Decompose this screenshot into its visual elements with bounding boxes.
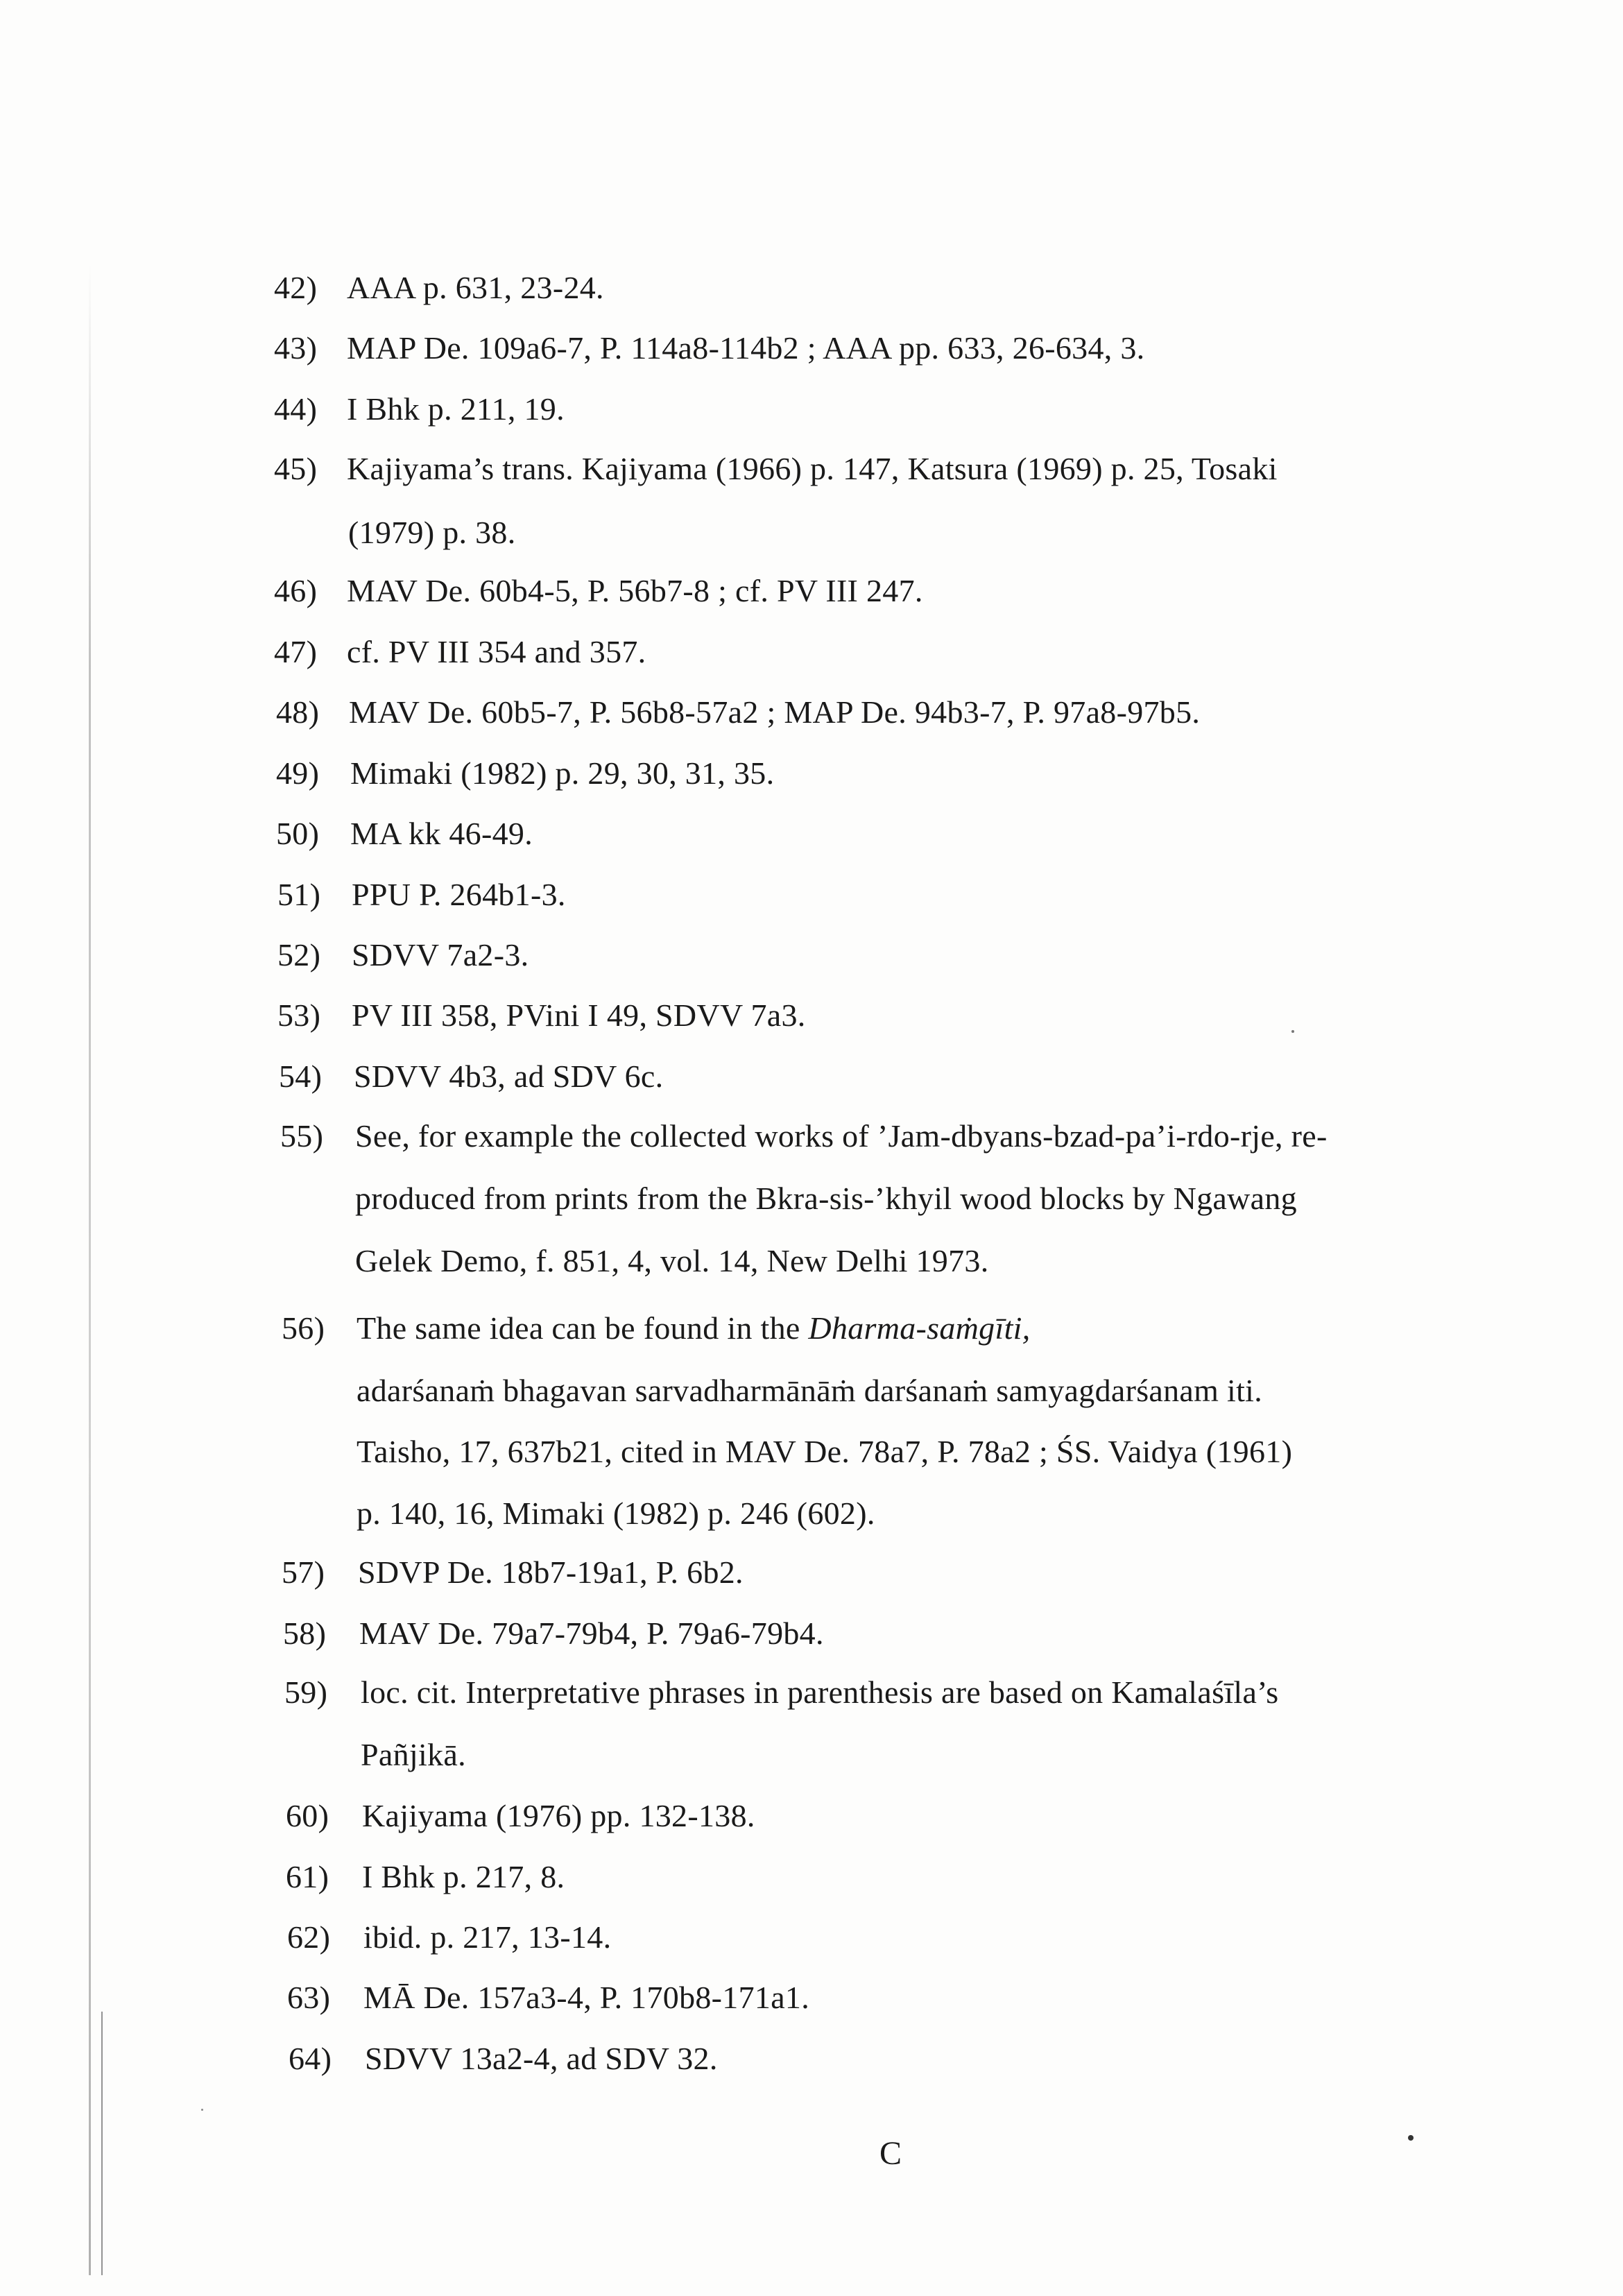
note-text: SDVV 7a2-3.: [352, 937, 529, 973]
note-number: 50): [276, 816, 320, 851]
note-text: See, for example the collected works of ’Jam-dbyans-bzad-pa’i-rdo-rje, re-: [355, 1118, 1328, 1154]
scan-speck: [1291, 1030, 1294, 1033]
scan-speck: [1408, 2135, 1414, 2141]
note-56-continuation: adarśanaṁ bhagavan sarvadharmānāṁ darśanaṁ samyagdarśanam iti.: [357, 1373, 1263, 1408]
note-text: SDVV 13a2-4, ad SDV 32.: [365, 2041, 718, 2076]
note-number: 58): [283, 1616, 327, 1651]
note-number: 42): [274, 270, 318, 305]
note-number: 64): [289, 2041, 332, 2076]
scan-speck: [201, 2109, 203, 2111]
page-mark: C: [879, 2135, 902, 2172]
note-number: 54): [279, 1059, 323, 1094]
note-text: AAA p. 631, 23-24.: [347, 270, 604, 305]
note-number: 48): [276, 694, 320, 730]
note-text: cf. PV III 354 and 357.: [347, 634, 646, 669]
note-text: Kajiyama (1976) pp. 132-138.: [362, 1798, 755, 1833]
note-text: MAP De. 109a6-7, P. 114a8-114b2 ; AAA pp. 633, 26-634, 3.: [347, 330, 1145, 366]
note-text: MĀ De. 157a3-4, P. 170b8-171a1.: [363, 1980, 810, 2015]
note-number: 63): [287, 1980, 331, 2015]
note-text: [357, 1308, 1031, 1349]
note-number: 44): [274, 391, 318, 427]
dharma-samgiti-title: Dharma-saṁgīti,: [808, 1310, 1031, 1346]
note-number: 49): [276, 755, 320, 791]
note-number: 43): [274, 330, 318, 366]
note-55-continuation: Gelek Demo, f. 851, 4, vol. 14, New Delhi 1973.: [355, 1243, 989, 1278]
note-number: 59): [284, 1674, 328, 1710]
note-number: 47): [274, 634, 318, 669]
note-text: ibid. p. 217, 13-14.: [363, 1919, 612, 1955]
note-number: 60): [286, 1798, 329, 1833]
note-number: 46): [274, 573, 318, 608]
note-text: I Bhk p. 217, 8.: [362, 1859, 565, 1894]
note-text: SDVV 4b3, ad SDV 6c.: [354, 1059, 664, 1094]
note-text: SDVP De. 18b7-19a1, P. 6b2.: [358, 1554, 744, 1590]
note-number: 61): [286, 1859, 329, 1894]
note-number: 51): [277, 877, 321, 912]
note-number: 55): [280, 1118, 324, 1154]
note-number: 62): [287, 1919, 331, 1955]
note-text: Kajiyama’s trans. Kajiyama (1966) p. 147, Katsura (1969) p. 25, Tosaki: [347, 451, 1278, 486]
note-text: Mimaki (1982) p. 29, 30, 31, 35.: [350, 755, 775, 791]
note-59-continuation: Pañjikā.: [361, 1737, 466, 1772]
note-45-continuation: (1979) p. 38.: [348, 515, 516, 550]
note-number: 45): [274, 451, 318, 486]
note-56-continuation: p. 140, 16, Mimaki (1982) p. 246 (602).: [357, 1496, 875, 1531]
note-text: PPU P. 264b1-3.: [352, 877, 566, 912]
note-number: 57): [282, 1554, 325, 1590]
note-text: PV III 358, PVini I 49, SDVV 7a3.: [352, 997, 806, 1033]
note-text: MAV De. 79a7-79b4, P. 79a6-79b4.: [359, 1616, 824, 1651]
note-number: 56): [282, 1310, 325, 1346]
note-56-continuation: Taisho, 17, 637b21, cited in MAV De. 78a7, P. 78a2 ; ŚS. Vaidya (1961): [357, 1434, 1293, 1469]
note-number: 52): [277, 937, 321, 973]
note-text: I Bhk p. 211, 19.: [347, 391, 565, 427]
note-text: MAV De. 60b4-5, P. 56b7-8 ; cf. PV III 247.: [347, 573, 923, 608]
note-text: MAV De. 60b5-7, P. 56b8-57a2 ; MAP De. 94b3-7, P. 97a8-97b5.: [349, 694, 1201, 730]
note-text: loc. cit. Interpretative phrases in parenthesis are based on Kamalaśīla’s: [361, 1674, 1279, 1710]
note-55-continuation: produced from prints from the Bkra-sis-’khyil wood blocks by Ngawang: [355, 1181, 1297, 1216]
note-text: MA kk 46-49.: [350, 816, 533, 851]
note-number: 53): [277, 997, 321, 1033]
note-text-before: The same idea can be found in the: [357, 1310, 809, 1346]
